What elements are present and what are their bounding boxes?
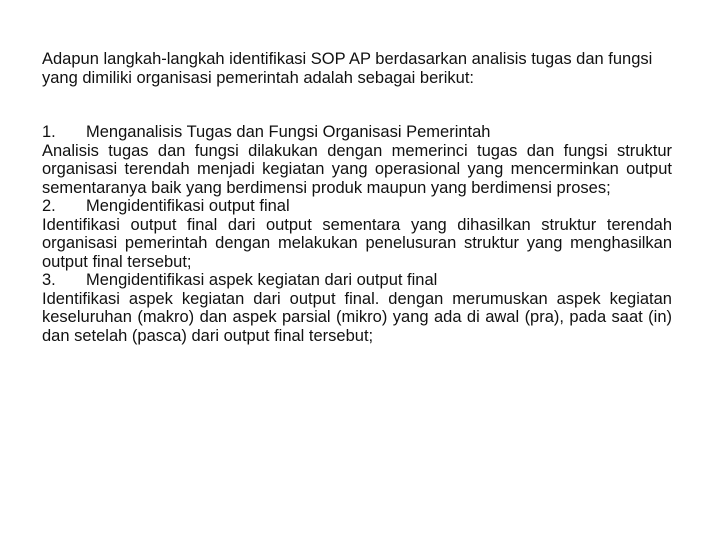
step-2 <box>42 197 672 271</box>
step-1-number: 1. <box>42 123 56 141</box>
step-2-body: Identifikasi output final dari output sementara yang dihasilkan struktur terendah organisasi pemerintah dengan melakukan penelusuran struktur yang menghasilkan output final tersebut; <box>42 215 672 271</box>
step-1 <box>42 123 672 197</box>
intro-paragraph: Adapun langkah-langkah identifikasi SOP AP berdasarkan analisis tugas dan fungsi yang dimiliki organisasi pemerintah adalah sebagai berikut: <box>42 50 653 87</box>
step-1-title: Menganalisis Tugas dan Fungsi Organisasi Pemerintah <box>86 123 491 141</box>
step-3-number: 3. <box>42 271 56 289</box>
step-3 <box>42 271 672 345</box>
step-2-number: 2. <box>42 197 56 215</box>
slide-content <box>42 50 672 345</box>
step-3-title: Mengidentifikasi aspek kegiatan dari output final <box>86 271 438 289</box>
step-3-heading <box>42 271 672 290</box>
step-2-heading <box>42 197 672 216</box>
step-2-title: Mengidentifikasi output final <box>86 197 290 215</box>
step-1-body: Analisis tugas dan fungsi dilakukan dengan memerinci tugas dan fungsi struktur organisasi terendah menjadi kegiatan yang operasional yang mencerminkan output sementaranya baik yang berdimensi produk maupun yang berdimensi proses; <box>42 141 672 197</box>
step-1-heading <box>42 123 672 142</box>
step-3-body: Identifikasi aspek kegiatan dari output final. dengan merumuskan aspek kegiatan keseluruhan (makro) dan aspek parsial (mikro) yang ada di awal (pra), pada saat (in) dan setelah (pasca) dari output final tersebut; <box>42 289 672 345</box>
